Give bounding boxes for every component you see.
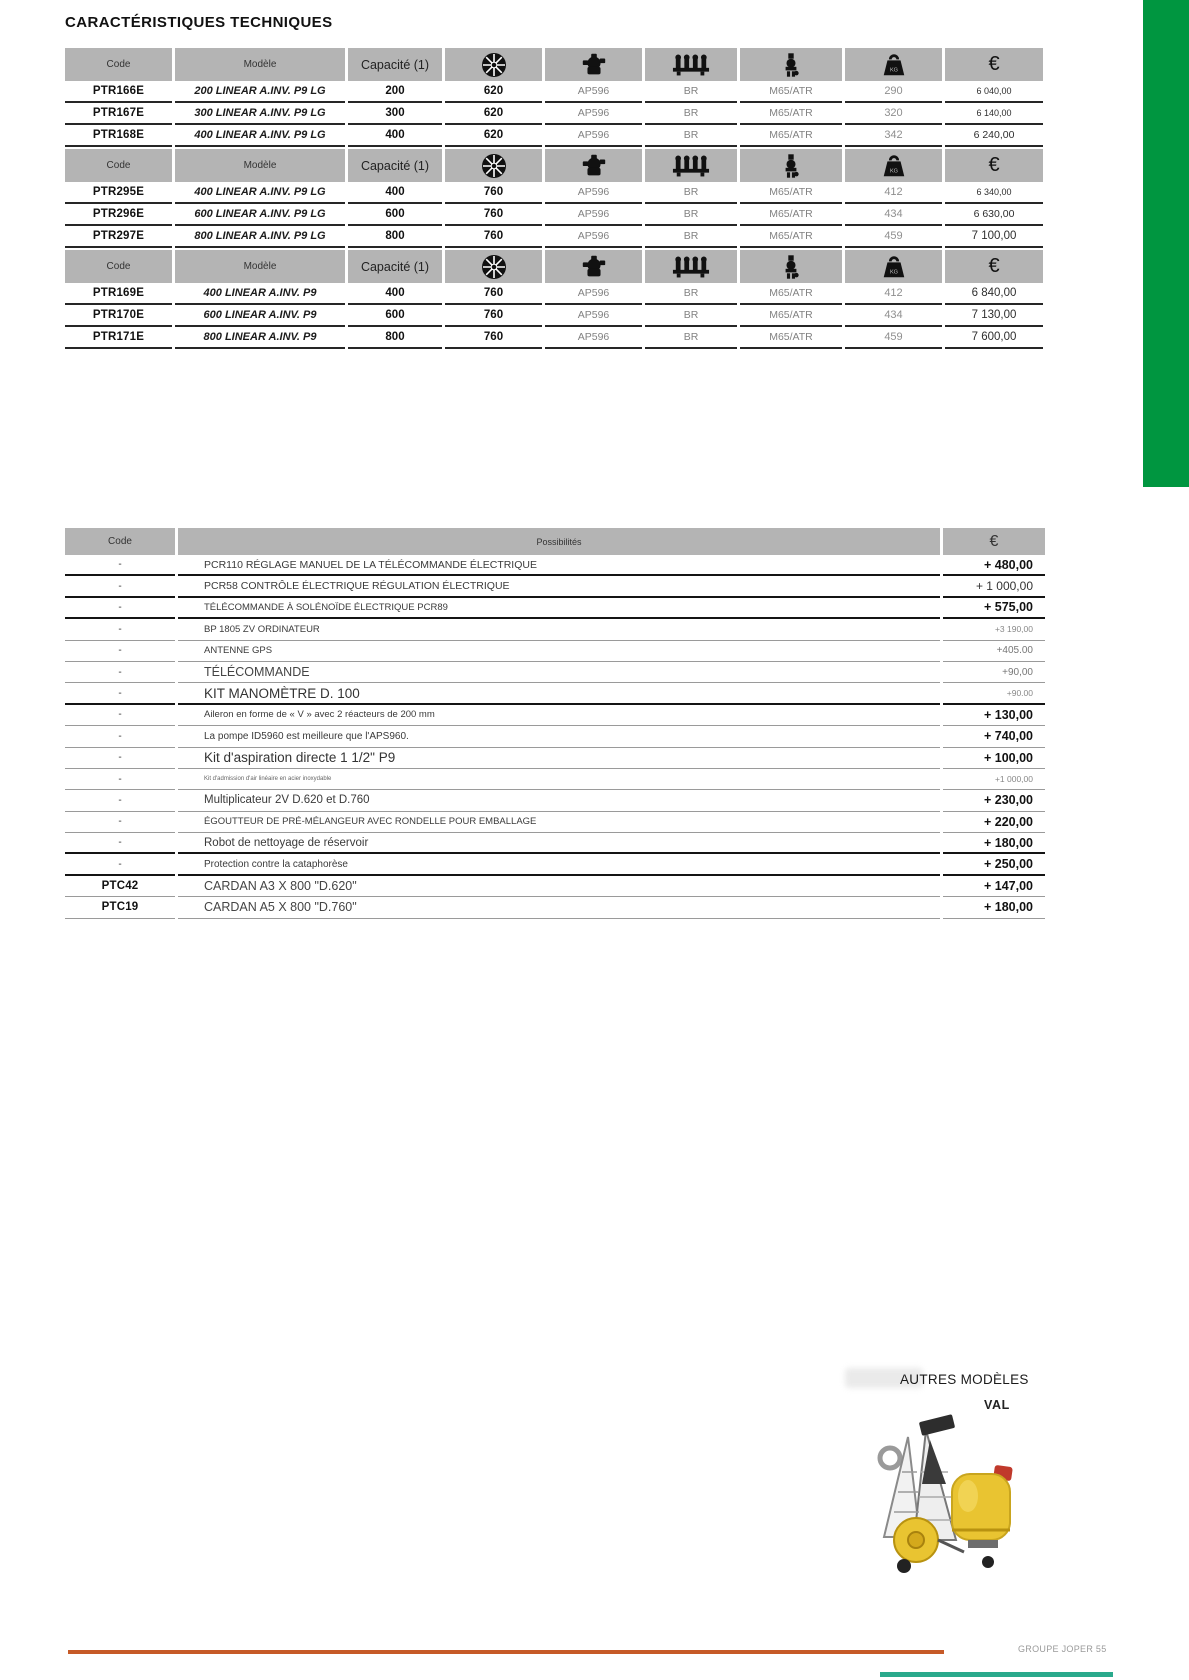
cell-capacity: 400 — [348, 125, 442, 147]
model-name-val: VAL — [984, 1398, 1010, 1412]
cell-weight: 459 — [845, 327, 942, 349]
cell-regulator: M65/ATR — [740, 305, 842, 327]
cell-fan-diameter: 760 — [445, 283, 542, 305]
cell-code: PTR167E — [65, 103, 172, 125]
fan-icon — [445, 250, 542, 283]
option-price: + 180,00 — [943, 897, 1045, 918]
cell-price: 6 340,00 — [945, 182, 1043, 204]
option-price: +3 190,00 — [943, 619, 1045, 640]
option-label: La pompe ID5960 est meilleure que l'APS960. — [178, 726, 940, 747]
cell-fan-diameter: 760 — [445, 226, 542, 248]
option-price: + 575,00 — [943, 598, 1045, 619]
option-label: CARDAN A5 X 800 "D.760" — [178, 897, 940, 918]
option-label: Robot de nettoyage de réservoir — [178, 833, 940, 854]
spec-table-1 — [65, 48, 1045, 147]
cell-capacity: 600 — [348, 204, 442, 226]
cell-price: 7 130,00 — [945, 305, 1043, 327]
cell-nozzles: BR — [645, 204, 737, 226]
spec-header-model: Modèle — [175, 250, 345, 283]
cell-pump: AP596 — [545, 305, 642, 327]
option-price: +1 000,00 — [943, 769, 1045, 790]
cell-regulator: M65/ATR — [740, 327, 842, 349]
sprayer-canopy — [919, 1414, 955, 1436]
spec-header-model: Modèle — [175, 48, 345, 81]
option-label: ÉGOUTTEUR DE PRÉ-MÉLANGEUR AVEC RONDELLE POUR EMBALLAGE — [178, 812, 940, 833]
cell-price: 6 840,00 — [945, 283, 1043, 305]
option-label: TÉLÉCOMMANDE À SOLÉNOÏDE ÉLECTRIQUE PCR89 — [178, 598, 940, 619]
option-price: + 147,00 — [943, 876, 1045, 897]
cell-weight: 342 — [845, 125, 942, 147]
cell-pump: AP596 — [545, 81, 642, 103]
spec-header-capacity: Capacité (1) — [348, 250, 442, 283]
sprayer-wheel-left — [897, 1559, 911, 1573]
option-code: - — [65, 555, 175, 576]
cell-nozzles: BR — [645, 305, 737, 327]
regulator-icon — [740, 48, 842, 81]
footer-teal-rule — [880, 1672, 1113, 1677]
cell-fan-diameter: 620 — [445, 125, 542, 147]
cell-fan-diameter: 760 — [445, 327, 542, 349]
cell-code: PTR295E — [65, 182, 172, 204]
option-price: +90,00 — [943, 662, 1045, 683]
cell-price: 6 140,00 — [945, 103, 1043, 125]
cell-fan-diameter: 620 — [445, 103, 542, 125]
green-sidebar — [1143, 0, 1189, 487]
cell-capacity: 400 — [348, 283, 442, 305]
option-label: BP 1805 ZV ORDINATEUR — [178, 619, 940, 640]
cell-code: PTR170E — [65, 305, 172, 327]
cell-regulator: M65/ATR — [740, 182, 842, 204]
sprayer-hook — [880, 1448, 900, 1468]
cell-pump: AP596 — [545, 283, 642, 305]
sprayer-wheel-right — [982, 1556, 994, 1568]
spec-tables-region — [65, 48, 1045, 351]
option-label: KIT MANOMÈTRE D. 100 — [178, 683, 940, 704]
cell-regulator: M65/ATR — [740, 125, 842, 147]
cell-fan-diameter: 620 — [445, 81, 542, 103]
option-label: ANTENNE GPS — [178, 641, 940, 662]
cell-nozzles: BR — [645, 327, 737, 349]
cell-nozzles: BR — [645, 182, 737, 204]
nozzles-icon — [645, 149, 737, 182]
option-label: Kit d'aspiration directe 1 1/2" P9 — [178, 748, 940, 769]
option-code: - — [65, 683, 175, 704]
pump-icon — [545, 48, 642, 81]
spec-header-capacity: Capacité (1) — [348, 149, 442, 182]
option-code: PTC42 — [65, 876, 175, 897]
regulator-icon — [740, 149, 842, 182]
cell-pump: AP596 — [545, 226, 642, 248]
cell-weight: 320 — [845, 103, 942, 125]
cell-fan-diameter: 760 — [445, 182, 542, 204]
option-label: Aileron en forme de « V » avec 2 réacteurs de 200 mm — [178, 705, 940, 726]
spec-header-model: Modèle — [175, 149, 345, 182]
cell-code: PTR166E — [65, 81, 172, 103]
cell-regulator: M65/ATR — [740, 226, 842, 248]
cell-model: 600 LINEAR A.INV. P9 LG — [175, 204, 345, 226]
options-table — [65, 528, 1045, 919]
option-price: + 220,00 — [943, 812, 1045, 833]
cell-capacity: 400 — [348, 182, 442, 204]
cell-capacity: 800 — [348, 327, 442, 349]
cell-weight: 459 — [845, 226, 942, 248]
option-label: TÉLÉCOMMANDE — [178, 662, 940, 683]
footer-orange-rule — [68, 1650, 944, 1654]
fan-icon — [445, 48, 542, 81]
cell-weight: 412 — [845, 182, 942, 204]
svg-text:KG: KG — [889, 67, 898, 74]
options-header-possibilites: Possibilités — [178, 528, 940, 555]
option-price: + 740,00 — [943, 726, 1045, 747]
cell-fan-diameter: 760 — [445, 305, 542, 327]
nozzles-icon — [645, 48, 737, 81]
page-title: CARACTÉRISTIQUES TECHNIQUES — [65, 14, 333, 31]
cell-code: PTR296E — [65, 204, 172, 226]
option-code: - — [65, 705, 175, 726]
pump-icon — [545, 149, 642, 182]
cell-capacity: 300 — [348, 103, 442, 125]
euro-sign-header: € — [943, 528, 1045, 555]
spec-table-3 — [65, 250, 1045, 349]
autres-modeles-label: AUTRES MODÈLES — [900, 1372, 1029, 1387]
option-code: - — [65, 598, 175, 619]
cell-model: 800 LINEAR A.INV. P9 — [175, 327, 345, 349]
option-price: +90.00 — [943, 683, 1045, 704]
footer-brand: GROUPE JOPER 55 — [1018, 1644, 1107, 1654]
spec-header-code: Code — [65, 48, 172, 81]
pump-icon — [545, 250, 642, 283]
cell-model: 400 LINEAR A.INV. P9 LG — [175, 182, 345, 204]
cell-capacity: 200 — [348, 81, 442, 103]
option-price: + 100,00 — [943, 748, 1045, 769]
cell-capacity: 600 — [348, 305, 442, 327]
option-price: +405.00 — [943, 641, 1045, 662]
cell-pump: AP596 — [545, 125, 642, 147]
cell-nozzles: BR — [645, 125, 737, 147]
option-price: + 230,00 — [943, 790, 1045, 811]
cell-weight: 412 — [845, 283, 942, 305]
cell-weight: 434 — [845, 305, 942, 327]
cell-regulator: M65/ATR — [740, 103, 842, 125]
option-label: PCR110 RÉGLAGE MANUEL DE LA TÉLÉCOMMANDE ÉLECTRIQUE — [178, 555, 940, 576]
spec-header-capacity: Capacité (1) — [348, 48, 442, 81]
weight-icon — [845, 250, 942, 283]
option-code: - — [65, 748, 175, 769]
option-code: - — [65, 790, 175, 811]
sprayer-product-image — [868, 1412, 1028, 1577]
cell-price: 7 600,00 — [945, 327, 1043, 349]
cell-regulator: M65/ATR — [740, 81, 842, 103]
option-code: - — [65, 576, 175, 597]
cell-model: 600 LINEAR A.INV. P9 — [175, 305, 345, 327]
svg-text:KG: KG — [889, 269, 898, 276]
option-label: CARDAN A3 X 800 "D.620" — [178, 876, 940, 897]
cell-model: 200 LINEAR A.INV. P9 LG — [175, 81, 345, 103]
cell-pump: AP596 — [545, 182, 642, 204]
svg-text:KG: KG — [889, 168, 898, 175]
option-code: - — [65, 619, 175, 640]
cell-code: PTR171E — [65, 327, 172, 349]
option-price: + 480,00 — [943, 555, 1045, 576]
cell-price: 6 630,00 — [945, 204, 1043, 226]
option-label: PCR58 CONTRÔLE ÉLECTRIQUE RÉGULATION ÉLECTRIQUE — [178, 576, 940, 597]
cell-code: PTR169E — [65, 283, 172, 305]
option-code: - — [65, 726, 175, 747]
euro-sign-header: € — [945, 250, 1043, 283]
cell-nozzles: BR — [645, 81, 737, 103]
spec-table-2 — [65, 149, 1045, 248]
option-price: + 180,00 — [943, 833, 1045, 854]
weight-icon — [845, 149, 942, 182]
cell-pump: AP596 — [545, 103, 642, 125]
cell-regulator: M65/ATR — [740, 204, 842, 226]
cell-pump: AP596 — [545, 327, 642, 349]
cell-code: PTR297E — [65, 226, 172, 248]
option-label: Kit d'admission d'air linéaire en acier inoxydable — [178, 769, 940, 790]
nozzles-icon — [645, 250, 737, 283]
option-code: - — [65, 812, 175, 833]
cell-weight: 290 — [845, 81, 942, 103]
option-price: + 250,00 — [943, 854, 1045, 875]
option-code: - — [65, 854, 175, 875]
cell-model: 400 LINEAR A.INV. P9 — [175, 283, 345, 305]
option-code: - — [65, 641, 175, 662]
cell-nozzles: BR — [645, 103, 737, 125]
option-code: - — [65, 662, 175, 683]
option-label: Multiplicateur 2V D.620 et D.760 — [178, 790, 940, 811]
cell-model: 300 LINEAR A.INV. P9 LG — [175, 103, 345, 125]
option-price: + 1 000,00 — [943, 576, 1045, 597]
option-code: - — [65, 833, 175, 854]
cell-model: 400 LINEAR A.INV. P9 LG — [175, 125, 345, 147]
cell-nozzles: BR — [645, 283, 737, 305]
regulator-icon — [740, 250, 842, 283]
euro-sign-header: € — [945, 149, 1043, 182]
cell-fan-diameter: 760 — [445, 204, 542, 226]
option-label: Protection contre la cataphorèse — [178, 854, 940, 875]
option-price: + 130,00 — [943, 705, 1045, 726]
cell-capacity: 800 — [348, 226, 442, 248]
spec-header-code: Code — [65, 149, 172, 182]
option-code: PTC19 — [65, 897, 175, 918]
cell-model: 800 LINEAR A.INV. P9 LG — [175, 226, 345, 248]
cell-price: 6 040,00 — [945, 81, 1043, 103]
cell-weight: 434 — [845, 204, 942, 226]
weight-icon — [845, 48, 942, 81]
option-code: - — [65, 769, 175, 790]
spec-header-code: Code — [65, 250, 172, 283]
cell-nozzles: BR — [645, 226, 737, 248]
cell-pump: AP596 — [545, 204, 642, 226]
euro-sign-header: € — [945, 48, 1043, 81]
options-header-code: Code — [65, 528, 175, 555]
cell-regulator: M65/ATR — [740, 283, 842, 305]
cell-code: PTR168E — [65, 125, 172, 147]
cell-price: 7 100,00 — [945, 226, 1043, 248]
fan-icon — [445, 149, 542, 182]
cell-price: 6 240,00 — [945, 125, 1043, 147]
